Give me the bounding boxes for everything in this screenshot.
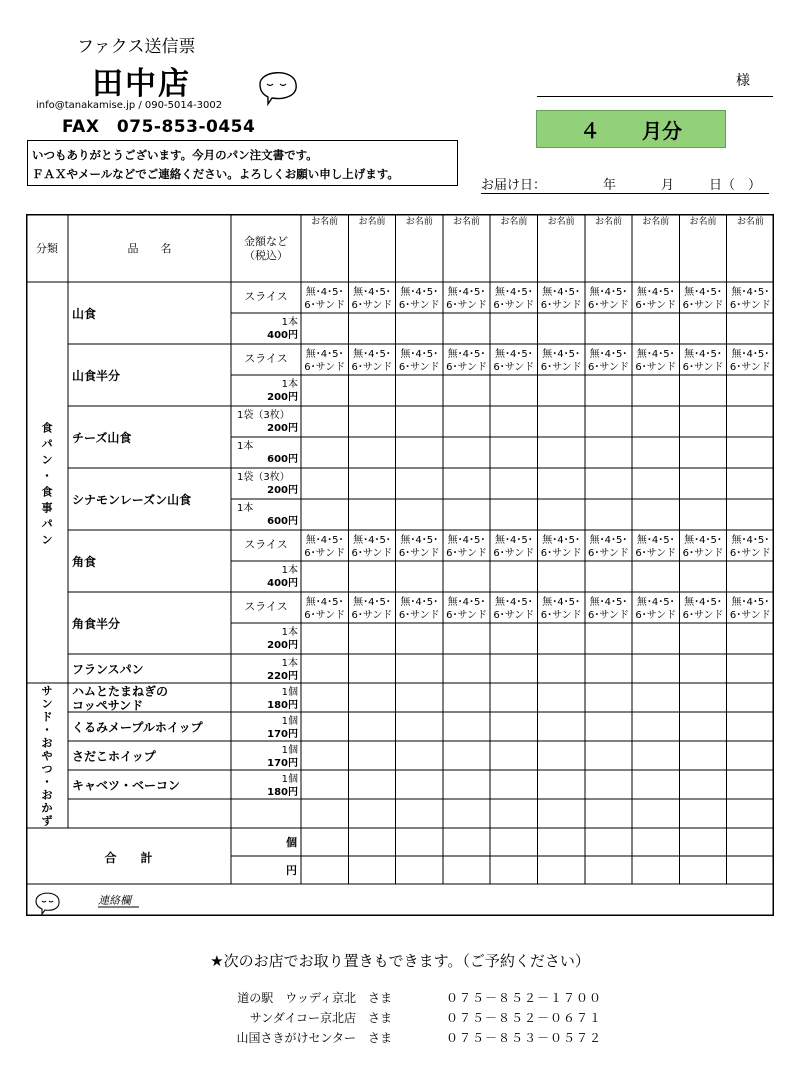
slice-choice: 無･4･5･ xyxy=(494,349,533,360)
name-column-header: お名前 xyxy=(500,217,528,227)
item-name: フランスパン xyxy=(72,662,144,677)
table-border xyxy=(27,215,774,916)
contact-face-icon xyxy=(36,893,59,914)
unit-price: 170円 xyxy=(267,758,298,769)
slice-choice: 無･4･5･ xyxy=(731,349,770,360)
slice-choice: 6･サンド xyxy=(682,610,724,621)
header-price: 金額など xyxy=(244,235,288,248)
item-name: 角食半分 xyxy=(72,617,121,631)
category-label-char: ン xyxy=(41,533,53,547)
store-tel: ０７５－８５２－１７００ xyxy=(446,991,603,1005)
month-number: ４ xyxy=(580,118,600,143)
unit-price: 400円 xyxy=(267,330,298,341)
greeting-box xyxy=(27,140,458,186)
unit-price: 200円 xyxy=(267,640,298,651)
slice-choice: 6･サンド xyxy=(446,362,487,373)
unit-price: 220円 xyxy=(267,671,298,682)
slice-choice: 6･サンド xyxy=(729,362,771,373)
store-tel: ０７５－８５２－０６７１ xyxy=(446,1011,603,1025)
slice-choice: 無･4･5･ xyxy=(305,597,344,608)
slice-choice: 無･4･5･ xyxy=(636,349,675,360)
slice-choice: 無･4･5･ xyxy=(684,535,722,546)
slice-choice: 無･4･5･ xyxy=(684,287,722,298)
slice-choice: 無･4･5･ xyxy=(589,535,628,546)
slice-choice: 無･4･5･ xyxy=(542,287,581,298)
item-name: 山食 xyxy=(72,307,97,321)
slice-choice: 6･サンド xyxy=(398,300,440,311)
pickup-note: ★次のお店でお取り置きもできます。（ご予約ください） xyxy=(210,952,590,970)
slice-choice: 6･サンド xyxy=(682,548,724,559)
slice-choice: 無･4･5･ xyxy=(400,535,439,546)
slice-choice: 6･サンド xyxy=(682,362,724,373)
slice-choice: 6･サンド xyxy=(540,548,582,559)
delivery-label: お届け日： xyxy=(481,178,547,193)
slice-choice: 無･4･5･ xyxy=(494,287,533,298)
total-unit-yen: 円 xyxy=(286,864,297,877)
header-category: 分類 xyxy=(36,242,58,255)
slice-choice: 無･4･5･ xyxy=(636,597,675,608)
slice-choice: 6･サンド xyxy=(635,610,677,621)
delivery-year: 年 xyxy=(603,178,617,193)
category-label-char: 食 xyxy=(41,485,53,499)
slice-choice: 無･4･5･ xyxy=(353,349,391,360)
slice-choice: 6･サンド xyxy=(588,610,629,621)
unit-label: 1個 xyxy=(281,745,298,756)
delivery-month: 月 xyxy=(661,178,675,193)
slice-choice: 6･サンド xyxy=(493,362,535,373)
slice-choice: 6･サンド xyxy=(493,300,535,311)
slice-choice: 6･サンド xyxy=(588,548,629,559)
slice-choice: 6･サンド xyxy=(304,610,346,621)
category-label-char: お xyxy=(41,736,53,750)
unit-price: 180円 xyxy=(267,700,298,711)
category-label-char: ド xyxy=(41,710,53,724)
name-column-header: お名前 xyxy=(547,217,575,227)
slice-choice: 6･サンド xyxy=(351,362,393,373)
item-name: さだこホイップ xyxy=(72,749,156,764)
slice-choice: 無･4･5･ xyxy=(589,597,628,608)
category-label-char: つ xyxy=(41,762,53,776)
slice-label: スライス xyxy=(244,352,288,365)
slice-choice: 無･4･5･ xyxy=(731,597,770,608)
contact-info: info@tanakamise.jp / 090-5014-3002 xyxy=(36,100,223,111)
slice-choice: 6･サンド xyxy=(588,362,629,373)
slice-choice: 無･4･5･ xyxy=(305,287,344,298)
unit-label: 1袋（3枚） xyxy=(237,410,290,421)
greeting-line-2: ＦＡＸやメールなどでご連絡ください。よろしくお願い申し上げます。 xyxy=(32,167,399,181)
slice-choice: 無･4･5･ xyxy=(494,535,533,546)
name-column-header: お名前 xyxy=(736,217,764,227)
slice-choice: 無･4･5･ xyxy=(636,287,675,298)
slice-choice: 無･4･5･ xyxy=(305,349,344,360)
name-column-header: お名前 xyxy=(405,217,433,227)
slice-choice: 無･4･5･ xyxy=(400,287,439,298)
category-label-char: お xyxy=(41,788,53,802)
contact-label: 連絡欄 xyxy=(98,894,131,907)
slice-choice: 無･4･5･ xyxy=(731,535,770,546)
store-name: 山国さきがけセンター さま xyxy=(236,1031,392,1045)
category-label-char: ・ xyxy=(41,775,53,789)
greeting-line-1: いつもありがとうございます。今月のパン注文書です。 xyxy=(32,148,318,162)
unit-label: 1本 xyxy=(281,627,298,638)
unit-price: 200円 xyxy=(267,392,298,403)
form-subtitle: ファクス送信票 xyxy=(77,37,196,57)
unit-price: 400円 xyxy=(267,578,298,589)
category-label-char: サ xyxy=(41,684,53,698)
unit-price: 200円 xyxy=(267,485,298,496)
unit-label: 1本 xyxy=(281,317,298,328)
item-name: 山食半分 xyxy=(72,369,121,383)
slice-choice: 無･4･5･ xyxy=(353,597,391,608)
slice-choice: 無･4･5･ xyxy=(684,349,722,360)
slice-label: スライス xyxy=(244,538,288,551)
unit-label: 1個 xyxy=(281,716,298,727)
slice-choice: 6･サンド xyxy=(493,548,535,559)
item-name: シナモンレーズン山食 xyxy=(72,493,192,507)
unit-label: 1本 xyxy=(281,658,298,669)
month-banner xyxy=(536,110,726,148)
unit-label: 1本 xyxy=(237,503,254,514)
slice-choice: 6･サンド xyxy=(729,548,771,559)
slice-choice: 6･サンド xyxy=(729,300,771,311)
header-price-tax: （税込） xyxy=(244,249,288,262)
recipient-suffix: 様 xyxy=(736,73,750,89)
item-name: くるみメープルホイップ xyxy=(72,720,203,735)
item-name: コッペサンド xyxy=(72,698,144,713)
slice-choice: 6･サンド xyxy=(398,610,440,621)
store-name: 道の駅 ウッディ京北 さま xyxy=(237,991,392,1005)
slice-choice: 6･サンド xyxy=(351,610,393,621)
name-column-header: お名前 xyxy=(311,217,339,227)
category-label-char: 事 xyxy=(41,501,53,515)
slice-choice: 無･4･5･ xyxy=(542,349,581,360)
name-column-header: お名前 xyxy=(453,217,481,227)
unit-price: 600円 xyxy=(267,454,298,465)
slice-label: スライス xyxy=(244,290,288,303)
unit-label: 1個 xyxy=(281,774,298,785)
slice-choice: 6･サンド xyxy=(493,610,535,621)
category-label-char: ず xyxy=(41,814,53,828)
category-label-char: ン xyxy=(41,697,53,711)
category-label-char: や xyxy=(41,749,53,763)
slice-choice: 6･サンド xyxy=(351,300,393,311)
slice-choice: 6･サンド xyxy=(446,300,487,311)
slice-choice: 6･サンド xyxy=(398,548,440,559)
slice-choice: 6･サンド xyxy=(635,300,677,311)
slice-label: スライス xyxy=(244,600,288,613)
unit-price: 600円 xyxy=(267,516,298,527)
slice-choice: 無･4･5･ xyxy=(589,349,628,360)
total-label: 合 計 xyxy=(104,851,153,865)
slice-choice: 6･サンド xyxy=(635,362,677,373)
name-column-header: お名前 xyxy=(689,217,717,227)
item-name: ハムとたまねぎの xyxy=(72,684,169,699)
category-label-char: 食 xyxy=(41,421,53,435)
category-label-char: か xyxy=(41,801,53,815)
slice-choice: 6･サンド xyxy=(304,362,346,373)
name-column-header: お名前 xyxy=(358,217,386,227)
header-item: 品 名 xyxy=(127,242,172,255)
category-label-char: ・ xyxy=(41,469,53,483)
unit-price: 200円 xyxy=(267,423,298,434)
fax-number: FAX 075-853-0454 xyxy=(62,117,256,137)
unit-label: 1個 xyxy=(281,687,298,698)
slice-choice: 6･サンド xyxy=(729,610,771,621)
unit-label: 1袋（3枚） xyxy=(237,472,290,483)
slice-choice: 6･サンド xyxy=(682,300,724,311)
category-label-char: パ xyxy=(41,437,53,451)
slice-choice: 6･サンド xyxy=(540,300,582,311)
name-column-header: お名前 xyxy=(594,217,622,227)
unit-label: 1本 xyxy=(281,379,298,390)
store-tel: ０７５－８５３－０５７２ xyxy=(446,1031,603,1045)
slice-choice: 無･4･5･ xyxy=(305,535,344,546)
slice-choice: 無･4･5･ xyxy=(447,535,486,546)
store-name: サンダイコー京北店 さま xyxy=(249,1011,392,1025)
item-name: 角食 xyxy=(72,555,97,569)
slice-choice: 無･4･5･ xyxy=(400,349,439,360)
slice-choice: 無･4･5･ xyxy=(447,287,486,298)
slice-choice: 無･4･5･ xyxy=(447,349,486,360)
slice-choice: 6･サンド xyxy=(540,362,582,373)
slice-choice: 6･サンド xyxy=(446,548,487,559)
recipient-line[interactable] xyxy=(537,96,773,97)
slice-choice: 無･4･5･ xyxy=(636,535,675,546)
unit-price: 170円 xyxy=(267,729,298,740)
delivery-day: 日（ ） xyxy=(709,178,762,193)
slice-choice: 無･4･5･ xyxy=(400,597,439,608)
slice-choice: 無･4･5･ xyxy=(494,597,533,608)
item-name: チーズ山食 xyxy=(72,431,132,445)
slice-choice: 6･サンド xyxy=(540,610,582,621)
slice-choice: 無･4･5･ xyxy=(731,287,770,298)
order-table xyxy=(26,214,774,916)
slice-choice: 無･4･5･ xyxy=(353,287,391,298)
slice-choice: 無･4･5･ xyxy=(542,535,581,546)
unit-label: 1本 xyxy=(237,441,254,452)
unit-label: 1本 xyxy=(281,565,298,576)
slice-choice: 無･4･5･ xyxy=(447,597,486,608)
slice-choice: 6･サンド xyxy=(304,300,346,311)
slice-choice: 6･サンド xyxy=(588,300,629,311)
category-label-char: パ xyxy=(41,517,53,531)
shop-name: 田中店 xyxy=(92,66,191,102)
face-icon xyxy=(254,64,302,108)
slice-choice: 6･サンド xyxy=(351,548,393,559)
slice-choice: 6･サンド xyxy=(304,548,346,559)
slice-choice: 6･サンド xyxy=(446,610,487,621)
delivery-date-field[interactable] xyxy=(481,174,769,194)
contact-area[interactable] xyxy=(156,886,769,912)
slice-choice: 無･4･5･ xyxy=(684,597,722,608)
month-suffix: 月分 xyxy=(642,118,682,143)
category-label-char: ン xyxy=(41,453,53,467)
item-name: キャベツ・ベーコン xyxy=(72,778,181,793)
unit-price: 180円 xyxy=(267,787,298,798)
slice-choice: 無･4･5･ xyxy=(589,287,628,298)
name-column-header: お名前 xyxy=(642,217,670,227)
slice-choice: 6･サンド xyxy=(635,548,677,559)
slice-choice: 無･4･5･ xyxy=(542,597,581,608)
slice-choice: 6･サンド xyxy=(398,362,440,373)
total-unit-count: 個 xyxy=(286,836,297,849)
category-label-char: ・ xyxy=(41,723,53,737)
slice-choice: 無･4･5･ xyxy=(353,535,391,546)
